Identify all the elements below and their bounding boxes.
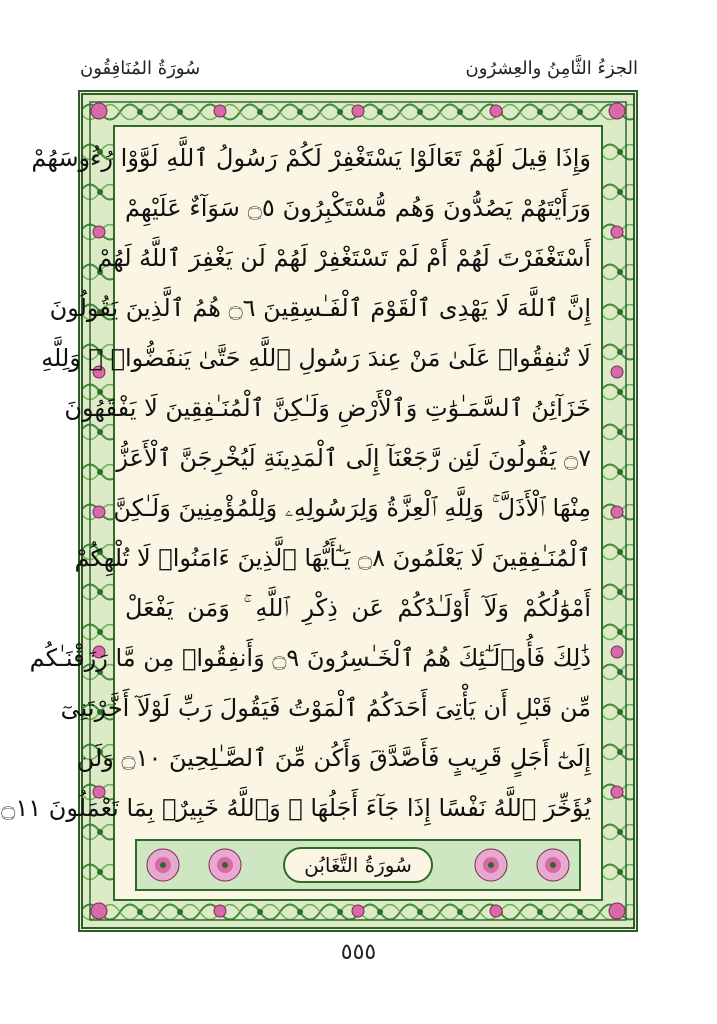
text-line-8: مِنْهَا ٱلْأَذَلَّ ۚ وَلِلَّهِ ٱلْعِزَّةُ وَلِرَسُولِهِۦ وَلِلْمُؤْمِنِينَ وَلَـٰكِنَّ: [113, 494, 591, 522]
juz-title: الجزءُ الثَّامِنُ والعِشرُون: [465, 58, 638, 79]
text-line-2: وَرَأَيْتَهُمْ يَصُدُّونَ وَهُم مُّسْتَكْبِرُونَ ۝٥ سَوَآءٌ عَلَيْهِمْ: [125, 194, 592, 222]
surah-title: سُورَةُ المُنَافِقُون: [80, 58, 201, 79]
next-surah-banner: [135, 839, 581, 891]
text-line-4: إِنَّ ٱللَّهَ لَا يَهْدِى ٱلْقَوْمَ ٱلْفَـٰسِقِينَ ۝٦ هُمُ ٱلَّذِينَ يَقُولُونَ: [49, 294, 591, 322]
page-number: ٥٥٥: [340, 940, 377, 965]
surah-cartouche: سُورَةُ التَّغَابُن: [283, 847, 433, 883]
text-line-5: لَا تُنفِقُوا۟ عَلَىٰ مَنْ عِندَ رَسُولِ ٱللَّهِ حَتَّىٰ يَنفَضُّوا۟ ۗ وَلِلَّهِ: [41, 344, 591, 372]
rosette-icon: [207, 847, 243, 883]
rosette-icon: [535, 847, 571, 883]
text-panel: [1, 125, 603, 901]
text-line-3: أَسْتَغْفَرْتَ لَهُمْ أَمْ لَمْ تَسْتَغْفِرْ لَهُمْ لَن يَغْفِرَ ٱللَّهُ لَهُمْ: [97, 244, 591, 272]
text-line-14: يُؤَخِّرَ ٱللَّهُ نَفْسًا إِذَا جَآءَ أَجَلُهَا ۚ وَٱللَّهُ خَبِيرٌۢ بِمَا تَعْمَلُونَ ۝١١: [1, 794, 591, 822]
text-line-7: ۝٧ يَقُولُونَ لَئِن رَّجَعْنَآ إِلَى ٱلْمَدِينَةِ لَيُخْرِجَنَّ ٱلْأَعَزُّ: [116, 444, 591, 472]
text-line-9: ٱلْمُنَـٰفِقِينَ لَا يَعْلَمُونَ ۝٨ يَـٰٓأَيُّهَا ٱلَّذِينَ ءَامَنُوا۟ لَا تُلْهِكُمْ: [74, 544, 591, 572]
text-line-13: إِلَىٰٓ أَجَلٍ قَرِيبٍ فَأَصَّدَّقَ وَأَكُن مِّنَ ٱلصَّـٰلِحِينَ ۝١٠ وَلَن: [76, 744, 591, 772]
text-line-6: خَزَآئِنُ ٱلسَّمَـٰوَٰتِ وَٱلْأَرْضِ وَلَـٰكِنَّ ٱلْمُنَـٰفِقِينَ لَا يَفْقَهُونَ: [64, 394, 591, 422]
text-line-12: مِّن قَبْلِ أَن يَأْتِىَ أَحَدَكُمُ ٱلْمَوْتُ فَيَقُولَ رَبِّ لَوْلَآ أَخَّرْتَنِىٓ: [60, 694, 591, 722]
ornamental-frame: [1, 90, 638, 932]
text-line-1: وَإِذَا قِيلَ لَهُمْ تَعَالَوْا يَسْتَغْفِرْ لَكُمْ رَسُولُ ٱللَّهِ لَوَّوْا رُءُوسَهُمْ: [31, 144, 591, 172]
quran-text: [1, 133, 592, 833]
rosette-icon: [145, 847, 181, 883]
rosette-icon: [473, 847, 509, 883]
text-line-10: أَمْوَٰلُكُمْ وَلَآ أَوْلَـٰدُكُمْ عَن ذِكْرِ ٱللَّهِ ۚ وَمَن يَفْعَلْ: [125, 594, 591, 622]
text-line-11: ذَٰلِكَ فَأُو۟لَـٰٓئِكَ هُمُ ٱلْخَـٰسِرُونَ ۝٩ وَأَنفِقُوا۟ مِن مَّا رَزَقْنَـٰكُم: [29, 644, 591, 672]
page-header: [80, 52, 638, 92]
